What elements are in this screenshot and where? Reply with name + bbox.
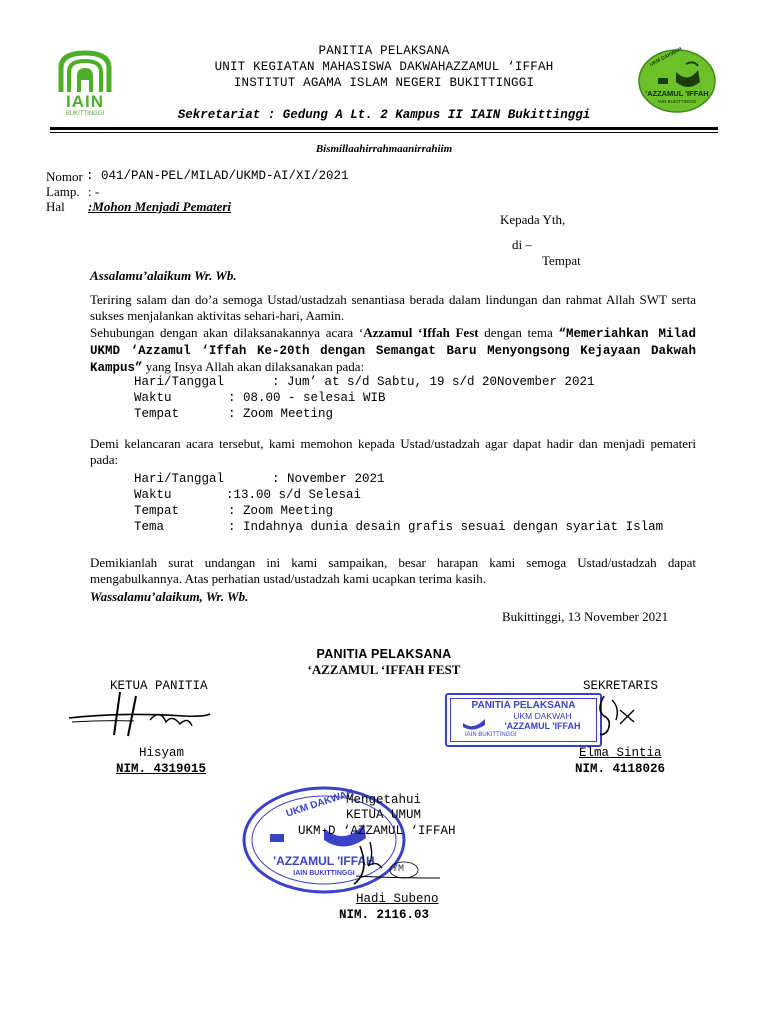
sekretaris-signature (590, 690, 650, 740)
lamp-label: Lamp. (46, 184, 80, 199)
header-line-3: INSTITUT AGAMA ISLAM NEGERI BUKITTINGGI (233, 76, 535, 90)
basmalah: Bismillaahirrahmaanirrahiim (315, 143, 453, 155)
committee-title: PANITIA PELAKSANA (316, 647, 452, 661)
ketua-nim: NIM. 4319015 (116, 762, 207, 776)
event2-waktu-value: :13.00 s/d Selesai (226, 488, 362, 502)
committee-stamp-emblem-icon (461, 713, 487, 731)
recipient-kepada: Kepada Yth, (500, 212, 566, 227)
paragraph-closing: Demikianlah surat undangan ini kami sampaikan, besar harapan kami semoga Ustad/ustadzah dapat mengabulkannya. Atas perhatian ustad/ustadzah kami ucapkan terima kasih. (90, 555, 696, 586)
event2-tempat-label: Tempat (134, 504, 180, 518)
event-intro-text: Sehubungan dengan akan dilaksanakannya acara ‘ (90, 325, 364, 340)
ketua-umum-signature-icon (330, 832, 450, 892)
recipient-tempat: Tempat (542, 253, 581, 268)
event-theme-intro: dengan tema (478, 325, 559, 340)
azzamul-logo-top: UKM DAKWAH (648, 46, 683, 69)
organization-stamp-main: 'AZZAMUL 'IFFAH (273, 854, 375, 868)
ketua-umum-initials: YM (392, 864, 405, 875)
event1-hari-value: : Jum’ at s/d Sabtu, 19 s/d 20November 2021 (272, 375, 595, 389)
event-schedule-intro: yang Insya Allah akan dilaksanakan pada: (142, 359, 365, 374)
sekretaris-name: Elma Sintia (579, 746, 662, 760)
committee-stamp-line2: UKM DAKWAH (513, 711, 572, 721)
azzamul-logo-sub: IAIN BUKITTINGGI (657, 99, 697, 104)
committee-stamp (445, 693, 602, 747)
event-name: Azzamul ‘Iffah Fest (363, 325, 479, 340)
event1-waktu-value: : 08.00 - selesai WIB (228, 391, 386, 405)
header-line-1: PANITIA PELAKSANA (318, 44, 450, 58)
opening-salam: Assalamu’alaikum Wr. Wb. (90, 268, 237, 283)
hal-value: :Mohon Menjadi Pemateri (88, 199, 232, 214)
event2-hari-value: : November 2021 (272, 472, 385, 486)
ketua-name: Hisyam (139, 746, 185, 760)
sekretaris-nim: NIM. 4118026 (575, 762, 666, 776)
azzamul-logo (638, 48, 716, 114)
recipient-di: di – (512, 237, 532, 252)
event2-tema-value: : Indahnya dunia desain grafis sesuai dengan syariat Islam (228, 520, 664, 534)
sekretaris-title: SEKRETARIS (583, 679, 659, 693)
event1-waktu-label: Waktu (134, 391, 172, 405)
lamp-value: : - (88, 184, 100, 199)
event2-tempat-value: : Zoom Meeting (228, 504, 334, 518)
organization-name: UKM-D ‘AZZAMUL ‘IFFAH (298, 824, 456, 838)
committee-stamp-line3: 'AZZAMUL 'IFFAH (504, 721, 581, 731)
hal-label: Hal (46, 199, 65, 214)
ketua-umum-nim: NIM. 2116.03 (339, 908, 430, 922)
iain-logo-subtext: BUKITTINGGI (65, 111, 105, 117)
ketua-umum-name: Hadi Subeno (356, 892, 439, 906)
header-divider-thin (50, 132, 718, 133)
header-line-2: UNIT KEGIATAN MAHASISWA DAKWAHAZZAMUL ‘IFFAH (214, 60, 554, 74)
iain-logo-text: IAIN (66, 92, 104, 111)
organization-stamp-sub: IAIN BUKITTINGGI (293, 870, 355, 877)
paragraph-request: Demi kelancaran acara tersebut, kami memohon kepada Ustad/ustadzah agar dapat hadir dan menjadi pemateri pada: (90, 436, 696, 467)
paragraph-opening: Teriring salam dan do’a semoga Ustad/ustadzah senantiasa berada dalam lindungan dan rahmat Allah SWT serta sukses menjalankan aktivitas sehari-hari, Aamin. (90, 292, 696, 323)
event2-hari-label: Hari/Tanggal (134, 472, 225, 486)
event-theme: “Memeriahkan Milad UKMD ‘Azzamul ‘Iffah Ke-20th dengan Semangat Baru Menyongsong Kejayaan Dakwah Kampus” (90, 327, 696, 375)
committee-stamp-line1: PANITIA PELAKSANA (471, 700, 576, 711)
closing-salam: Wassalamu’alaikum, Wr. Wb. (90, 589, 249, 604)
nomor-value: : 041/PAN-PEL/MILAD/UKMD-AI/XI/2021 (86, 169, 349, 183)
header-divider (50, 127, 718, 130)
ketua-umum-title: KETUA UMUM (346, 808, 422, 822)
paragraph-event (90, 325, 696, 376)
committee-stamp-line4: IAIN BUKITTINGGI (465, 732, 517, 738)
mengetahui-label: Mengetahui (346, 793, 422, 807)
event1-tempat-value: : Zoom Meeting (228, 407, 334, 421)
event1-tempat-label: Tempat (134, 407, 180, 421)
secretariat-address: Sekretariat : Gedung A Lt. 2 Kampus II IAIN Bukittinggi (177, 108, 591, 122)
sekretaris-signature-icon (590, 690, 650, 740)
committee-event: ‘AZZAMUL ‘IFFAH FEST (307, 662, 461, 677)
event2-tema-label: Tema (134, 520, 165, 534)
ketua-signature-icon (64, 690, 214, 742)
event2-waktu-label: Waktu (134, 488, 172, 502)
organization-stamp-top: UKM DAKWAH (284, 787, 356, 820)
nomor-label: Nomor (46, 169, 83, 184)
event1-hari-label: Hari/Tanggal (134, 375, 225, 389)
azzamul-logo-icon (638, 48, 716, 114)
letter-date: Bukittinggi, 13 November 2021 (502, 609, 669, 624)
ketua-signature (64, 690, 214, 742)
ketua-title: KETUA PANITIA (110, 679, 208, 693)
azzamul-logo-main: 'AZZAMUL 'IFFAH (645, 89, 709, 98)
ketua-umum-signature (330, 832, 450, 892)
